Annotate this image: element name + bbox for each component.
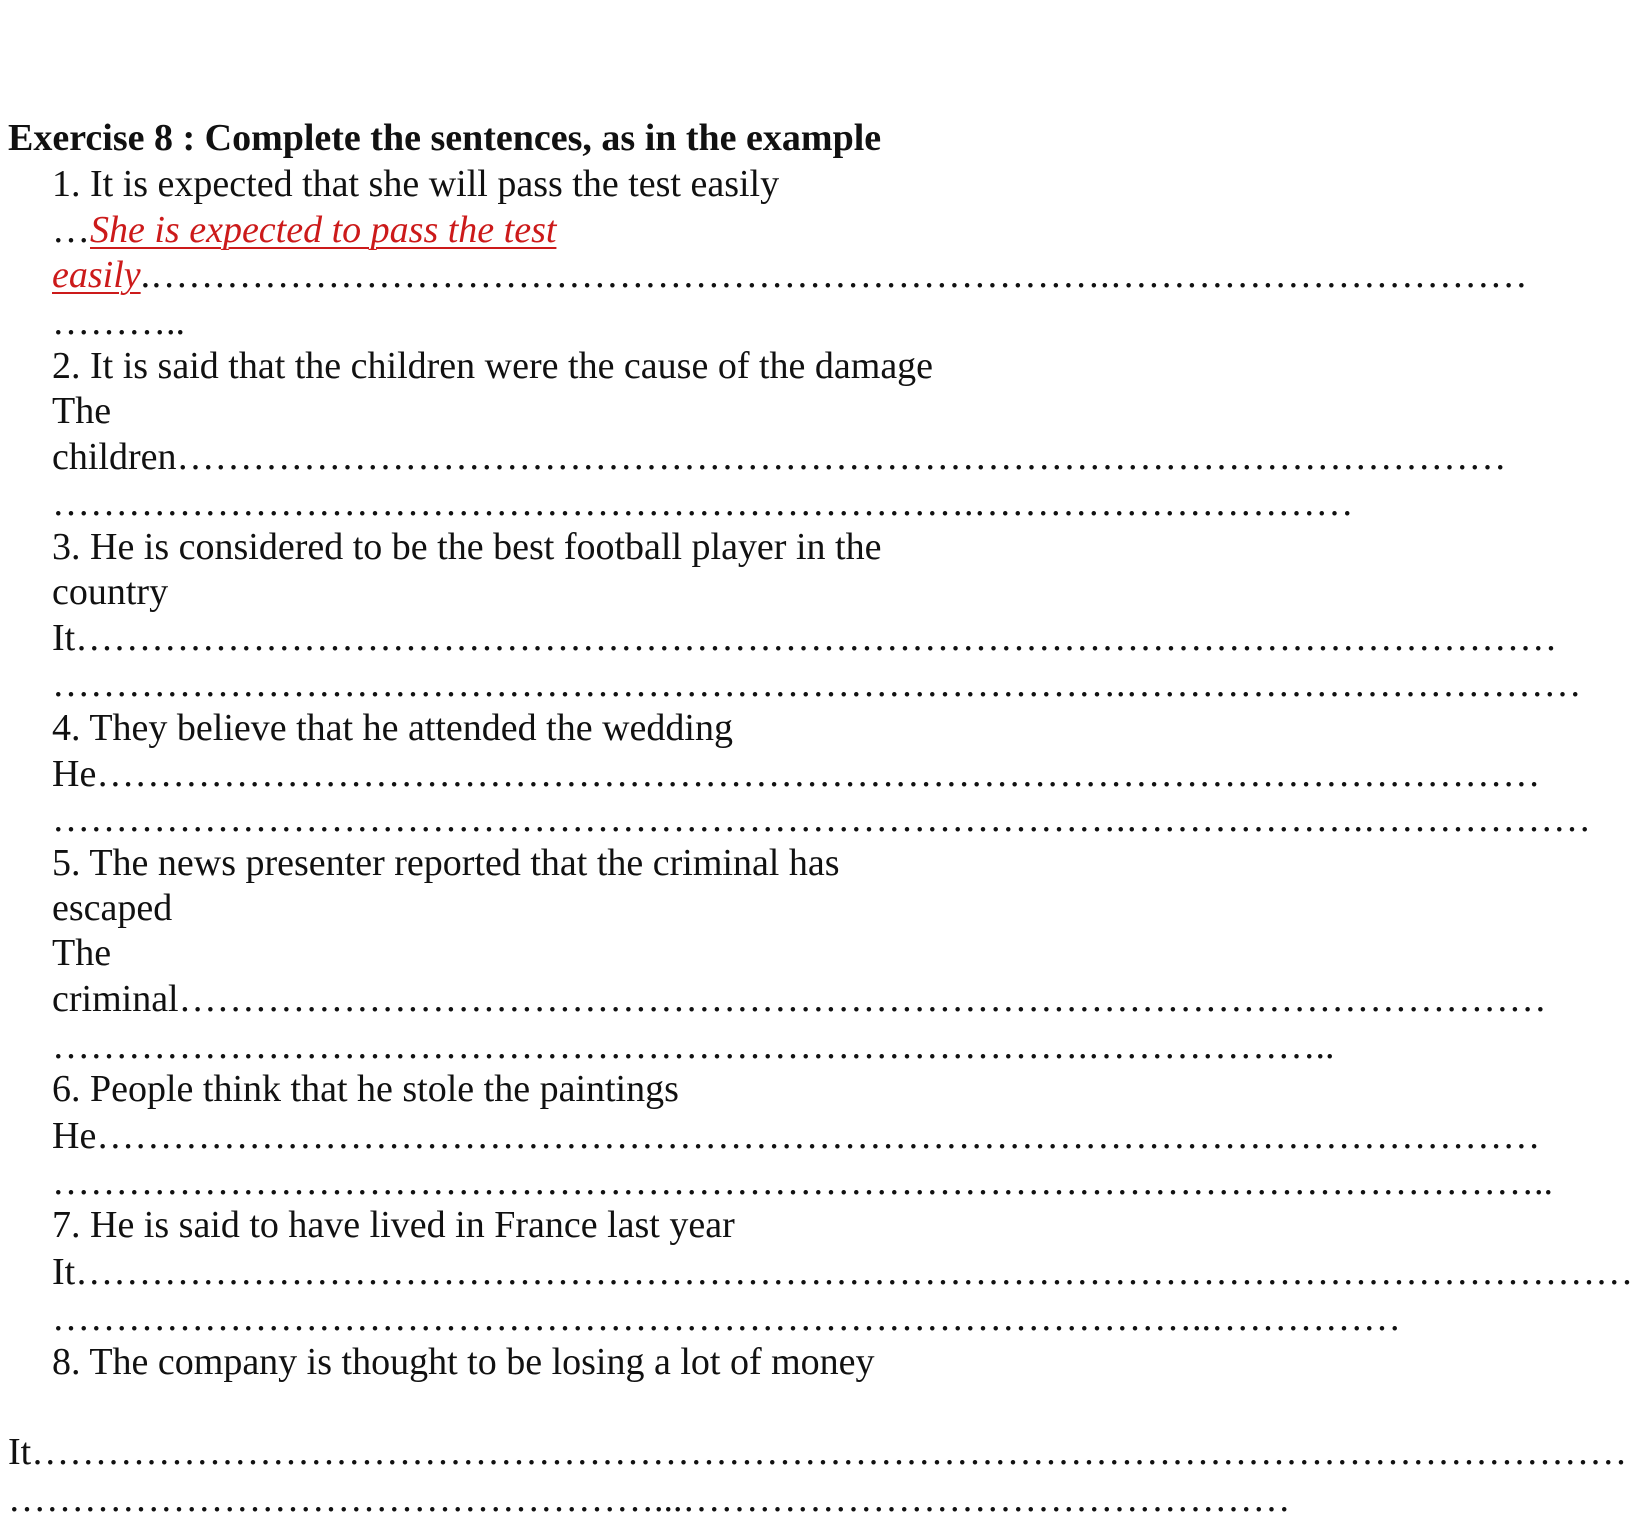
- item-5-prompt-line-1: 5. The news presenter reported that the criminal has: [52, 842, 840, 884]
- item-5-start-line-1: The: [52, 932, 112, 974]
- item-5-answer-line-1: [52, 977, 1547, 1023]
- item-8-answer-line-1: [8, 1430, 1628, 1476]
- item-1-example-answer-end: easily: [52, 254, 141, 296]
- item-7-prompt: 7. He is said to have lived in France last year: [52, 1204, 735, 1246]
- item-5-dots-line-2: ……………………………………………………………………….………………..: [52, 1025, 1335, 1067]
- item-1-dots-line-2: ………..: [52, 301, 185, 343]
- item-3-answer-line-1: [52, 616, 1558, 662]
- item-7-dots-line-2: ………………………………………………………………………………..……………: [52, 1297, 1401, 1339]
- item-7-start: It: [52, 1251, 76, 1293]
- item-4-start: He: [52, 753, 97, 795]
- item-2-start-line-2: children: [52, 436, 177, 478]
- item-2-answer-line-1: [52, 435, 1507, 481]
- item-7-answer-line-1: [52, 1250, 1633, 1296]
- item-1-example-prefix: …: [52, 209, 90, 251]
- item-1-answer-line-1: [52, 208, 556, 254]
- item-8-dots-1: ………………………………………………………………………………………………………………: [31, 1431, 1628, 1473]
- item-8-start: It: [8, 1431, 32, 1473]
- item-1-prompt: 1. It is expected that she will pass the test easily: [52, 163, 780, 205]
- item-6-answer-line-1: [52, 1114, 1541, 1160]
- item-2-dots-line-2: ……………………………………………………………….…………………………: [52, 482, 1354, 524]
- item-2-start-line-1: The: [52, 390, 112, 432]
- item-5-start-line-2: criminal: [52, 978, 179, 1020]
- item-3-prompt-line-1: 3. He is considered to be the best football player in the: [52, 526, 882, 568]
- item-5-dots-1: ………………………………………………………………………………………………: [178, 978, 1547, 1020]
- item-6-dots-1: ……………………………………………………………………………………………………: [96, 1115, 1541, 1157]
- item-4-answer-line-1: [52, 752, 1541, 798]
- item-1-example-answer: She is expected to pass the test: [90, 209, 557, 251]
- item-1-dots: .………………………………………………………………….……………………………: [140, 254, 1528, 296]
- item-7-dots-1: ……………………………………………………………………………………………………………: [75, 1251, 1633, 1293]
- item-2-prompt: 2. It is said that the children were the cause of the damage: [52, 345, 934, 387]
- item-5-prompt-line-2: escaped: [52, 887, 173, 929]
- item-8-prompt: 8. The company is thought to be losing a lot of money: [52, 1341, 875, 1383]
- item-6-start: He: [52, 1115, 97, 1157]
- item-6-prompt: 6. People think that he stole the paintings: [52, 1068, 679, 1110]
- item-4-dots-line-2: ………………………………………………………………………….……………….………………: [52, 798, 1591, 840]
- item-1-answer-line-2: [52, 253, 1528, 299]
- item-3-dots-line-2: ………………………………………………………………………….………………………………: [52, 663, 1582, 705]
- item-6-dots-line-2: ………………………………………………………………………………………………………..: [52, 1161, 1553, 1203]
- item-4-prompt: 4. They believe that he attended the wedding: [52, 707, 733, 749]
- item-2-dots-1: ……………………………………………………………………………………………: [176, 436, 1507, 478]
- item-4-dots-1: ……………………………………………………………………………………………………: [96, 753, 1541, 795]
- item-8-dots-line-2: ……………………………………………...…………………………………………: [8, 1478, 1291, 1520]
- item-3-dots-1: ………………………………………………………………………………………………………: [75, 617, 1558, 659]
- exercise-title: Exercise 8 : Complete the sentences, as in the example: [8, 117, 882, 159]
- item-3-start: It: [52, 617, 76, 659]
- item-3-prompt-line-2: country: [52, 571, 169, 613]
